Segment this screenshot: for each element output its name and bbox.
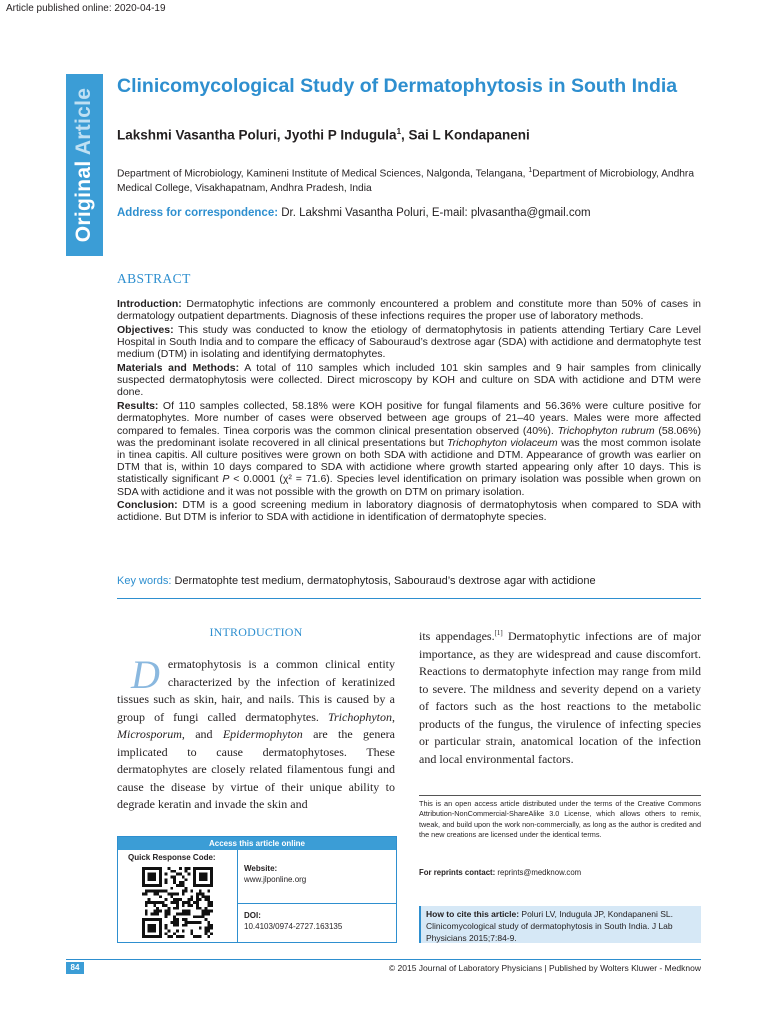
reprints-contact bbox=[419, 868, 581, 877]
abstract-res-p: P bbox=[222, 473, 230, 486]
authors bbox=[117, 127, 530, 143]
intro-text-1: ermatophytosis is a common clinical entity characterized by the infection of keratinized tissues such as skin, hair, and nails. This is caused by a group of fungi called dermatophytes. bbox=[117, 657, 395, 724]
intro-sep-2: , and bbox=[181, 727, 223, 741]
reprints-label: For reprints contact: bbox=[419, 868, 496, 877]
abstract-res-label: Results: bbox=[117, 400, 159, 413]
cite-text: Poluri LV, Indugula JP, Kondapaneni SL. Clinicomycological study of dermatophytosis in South India. J Lab Physicians 2015;7:84-9. bbox=[426, 909, 673, 943]
open-access-divider bbox=[419, 795, 701, 796]
author-names-1: Lakshmi Vasantha Poluri, Jyothi P Indugula bbox=[117, 127, 397, 143]
intro-col2-text-1: its appendages. bbox=[419, 629, 495, 643]
article-type-part2: Article bbox=[72, 87, 95, 156]
correspondence-text: Dr. Lakshmi Vasantha Poluri, E-mail: plvasantha@gmail.com bbox=[278, 207, 591, 219]
article-title: Clinicomycological Study of Dermatophytosis in South India bbox=[117, 75, 678, 97]
abstract-body bbox=[117, 298, 701, 525]
affiliations bbox=[117, 163, 707, 196]
keywords bbox=[117, 575, 596, 587]
doi-label: DOI: bbox=[244, 911, 261, 920]
abstract-res-text-1: Of 110 samples collected, 58.18% were KOH positive for fungal filaments and 56.36% were culture positive for dermatophytes. More number of cases were observed between age groups of 21–40 years. Males were more affected compared to females. Tinea corporis was the common clinical presentation observed (40%). bbox=[117, 400, 701, 437]
intro-col2-text-2: Dermatophytic infections are of major importance, as they are widespread and cause discomfort. Reactions to dermatophyte infection may range from mild to severe. The mildness and severity depend on a variety of factors such as the host reactions to the metabolic products of the fungus, the virulence of infecting species or particular strain, anatomical location of the infection and local environmental factors. bbox=[419, 629, 701, 766]
abstract-methods bbox=[117, 362, 701, 399]
page-number: 84 bbox=[66, 962, 84, 974]
abstract-heading: ABSTRACT bbox=[117, 271, 191, 286]
abstract-objectives bbox=[117, 324, 701, 361]
intro-sep-1: , bbox=[392, 709, 395, 724]
abstract-mm-label: Materials and Methods: bbox=[117, 362, 240, 375]
article-type-part1: Original bbox=[72, 160, 95, 243]
affiliation-1: Department of Microbiology, Kamineni Institute of Medical Sciences, Nalgonda, Telangana, bbox=[117, 168, 529, 180]
intro-text-2: are the genera implicated to cause dermatophytoses. These dermatophytes are closely related filamentous fungi and cause the disease by virtue of their unique ability to degrade keratin and invade the skin and bbox=[117, 727, 395, 811]
author-sup: 1 bbox=[396, 127, 402, 136]
affiliation-sup: 1 bbox=[528, 167, 533, 174]
open-access-notice: This is an open access article distributed under the terms of the Creative Commons Attribution-NonCommercial-ShareAlike 3.0 License, which allows others to remix, tweak, and build upon the work non-commercially, as long as the author is credited and the new creations are licensed under the identical terms. bbox=[419, 799, 701, 839]
footer-divider bbox=[66, 959, 701, 960]
affiliation-2: Department of Microbiology, Andhra Medical College, Visakhapatnam, Andhra Pradesh, India bbox=[117, 168, 694, 195]
correspondence bbox=[117, 207, 591, 219]
citation-ref-1[interactable]: [1] bbox=[494, 629, 503, 637]
abstract-conc-text: DTM is a good screening medium in laboratory diagnosis of dermatophytosis when compared to SDA with actidione. But DTM is inferior to SDA with actidione in identification of dermatophyte species. bbox=[117, 499, 701, 524]
genus-epidermophyton: Epidermophyton bbox=[222, 727, 303, 741]
abstract-intro-text: Dermatophytic infections are commonly encountered a problem and constitute more than 50% of cases in dermatology outpatient departments. Diagnosis of these infections requires the proper use of laboratory methods. bbox=[117, 298, 701, 323]
website-label: Website: bbox=[244, 864, 278, 873]
access-article-box bbox=[117, 836, 397, 943]
footer-copyright: © 2015 Journal of Laboratory Physicians | Published by Wolters Kluwer - Medknow bbox=[388, 963, 701, 973]
abstract-res-text-4: < 0.0001 (χ² = 71.6). Species level identification on primary isolation was possible when grown on SDA with actidione and it was not possible with the growth on DTM on primary isolation. bbox=[117, 473, 701, 498]
abstract-res-italic-1: Trichophyton rubrum bbox=[557, 424, 655, 437]
doi-value[interactable]: 10.4103/0974-2727.163135 bbox=[244, 922, 343, 931]
abstract-conclusion bbox=[117, 499, 701, 523]
abstract-intro-label: Introduction: bbox=[117, 298, 182, 310]
genus-microsporum: Microsporum bbox=[117, 727, 182, 741]
drop-cap: D bbox=[131, 652, 160, 697]
cite-label: How to cite this article: bbox=[426, 909, 520, 919]
access-row-divider bbox=[237, 903, 396, 904]
reprints-email[interactable]: reprints@medknow.com bbox=[495, 868, 582, 877]
published-date: Article published online: 2020-04-19 bbox=[6, 3, 166, 14]
abstract-res-italic-2: Trichophyton violaceum bbox=[447, 436, 558, 449]
website-link[interactable]: www.jlponline.org bbox=[244, 875, 307, 884]
keywords-divider bbox=[117, 598, 701, 599]
keywords-label: Key words: bbox=[117, 575, 172, 587]
correspondence-label: Address for correspondence: bbox=[117, 207, 279, 219]
abstract-obj-label: Objectives: bbox=[117, 323, 174, 336]
keywords-text: Dermatophte test medium, dermatophytosis, Sabouraud’s dextrose agar with actidione bbox=[171, 575, 596, 587]
author-names-2: , Sai L Kondapaneni bbox=[401, 127, 530, 143]
access-box-heading: Access this article online bbox=[118, 837, 396, 850]
genus-trichophyton: Trichophyton bbox=[327, 709, 392, 724]
abstract-obj-text: This study was conducted to know the etiology of dermatophytosis in patients attending Tertiary Care Level Hospital in South India and to compare the efficacy of Sabouraud’s dextrose agar (SDA) with actidione and dermatophyte test medium (DTM) in isolating and identifying dermatophytes. bbox=[117, 323, 701, 361]
abstract-res-text-3: was the most common isolate in tinea capitis. All culture positives were grown on both SDA with actidione and DTM. Appearance of growth was earlier on DTM that is, within 10 days compared to SDA with actidione where growth started appearing only after 10 days. This is statistically significant bbox=[117, 436, 701, 486]
abstract-introduction bbox=[117, 298, 701, 322]
qr-cell bbox=[118, 850, 238, 942]
qr-modules bbox=[142, 867, 213, 938]
abstract-results bbox=[117, 400, 701, 498]
how-to-cite-box bbox=[419, 906, 701, 943]
abstract-conc-label: Conclusion: bbox=[117, 499, 178, 512]
qr-code-icon[interactable] bbox=[142, 867, 213, 938]
abstract-mm-text: A total of 110 samples which included 101 skin samples and 9 hair samples from clinically suspected dermatophytosis were collected. Direct microscopy by KOH and culture on SDA with actidione and DTM were done. bbox=[117, 362, 701, 399]
abstract-res-text-2: (58.06%) was the predominant isolate recovered in all clinical presentations but bbox=[117, 424, 701, 449]
introduction-column-2 bbox=[419, 625, 701, 768]
introduction-heading: INTRODUCTION bbox=[209, 625, 303, 639]
introduction-column-1 bbox=[117, 652, 395, 814]
qr-label: Quick Response Code: bbox=[128, 853, 216, 862]
article-type-label bbox=[72, 88, 96, 243]
